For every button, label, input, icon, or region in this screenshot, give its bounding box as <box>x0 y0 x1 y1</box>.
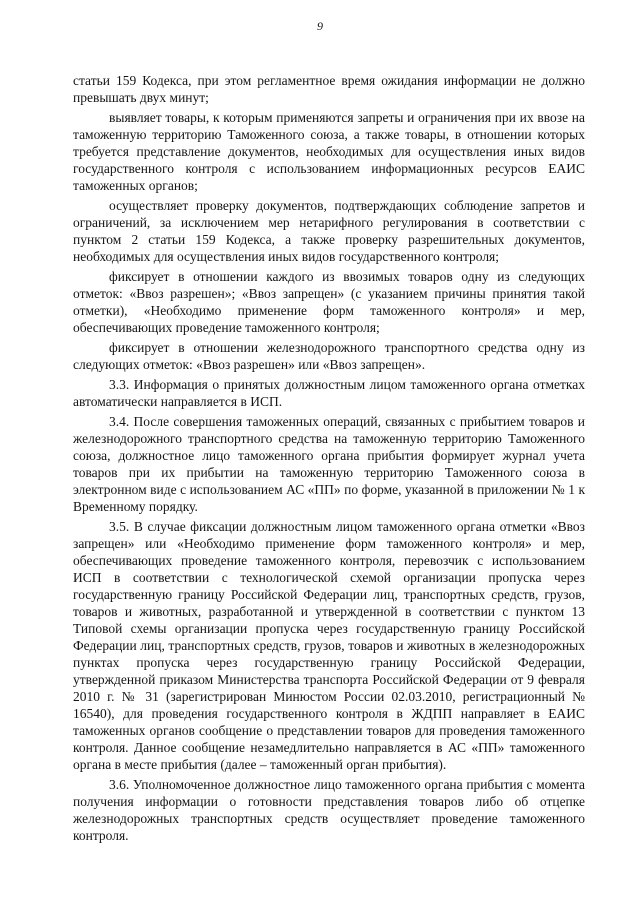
paragraph-3-4: 3.4. После совершения таможенных операций, связанных с прибытием товаров и железнодорожного транспортного средства на таможенную территорию Таможенного союза, должностное лицо таможенного органа прибытия формирует журнал учета товаров при их прибытии на таможенную территорию Таможенного союза в электронном виде с использованием АС «ПП» по форме, указанной в приложении № 1 к Временному порядку. <box>73 414 585 514</box>
paragraph-check-documents: осуществляет проверку документов, подтверждающих соблюдение запретов и ограничений, за исключением мер нетарифного регулирования в соответствии с пунктом 2 статьи 159 Кодекса, а также проверку разрешительных документов, необходимых для осуществления иных видов государственного контроля; <box>73 198 585 264</box>
document-body <box>73 72 585 847</box>
paragraph-continuation: статьи 159 Кодекса, при этом регламентное время ожидания информации не должно превышать двух минут; <box>73 73 585 105</box>
page-number: 9 <box>317 19 323 33</box>
paragraph-identify-goods: выявляет товары, к которым применяются запреты и ограничения при их ввозе на таможенную территорию Таможенного союза, а также товары, в отношении которых требуется представление документов, необходимых для осуществления иных видов государственного контроля с использованием информационных ресурсов ЕАИС таможенных органов; <box>73 110 585 193</box>
paragraph-vehicle-marks: фиксирует в отношении железнодорожного транспортного средства одну из следующих отметок: «Ввоз разрешен» или «Ввоз запрещен». <box>73 340 585 372</box>
paragraph-goods-marks: фиксирует в отношении каждого из ввозимых товаров одну из следующих отметок: «Ввоз разрешен»; «Ввоз запрещен» (с указанием причины принятия такой отметки), «Необходимо применение форм таможенного контроля» и мер, обеспечивающих проведение таможенного контроля; <box>73 269 585 335</box>
paragraph-3-6: 3.6. Уполномоченное должностное лицо таможенного органа прибытия с момента получения информации о готовности представления товаров либо об отцепке железнодорожных транспортных средств осуществляет проведение таможенного контроля. <box>73 777 585 843</box>
paragraph-3-5: 3.5. В случае фиксации должностным лицом таможенного органа отметки «Ввоз запрещен» или «Необходимо применение форм таможенного контроля» и мер, обеспечивающих проведение таможенного контроля, перевозчик с использованием ИСП в соответствии с технологической схемой организации пропуска через государственную границу Российской Федерации лиц, транспортных средств, грузов, товаров и животных, разработанной и утвержденной в соответствии с пунктом 13 Типовой схемы организации пропуска через государственную границу Российской Федерации лиц, транспортных средств, грузов, товаров и животных в железнодорожных пунктах пропуска через государственную границу Российской Федерации, утвержденной приказом Министерства транспорта Российской Федерации от 9 февраля 2010 г. № 31 (зарегистрирован Минюстом России 02.03.2010, регистрационный № 16540), для проведения государственного контроля в ЖДПП направляет в ЕАИС таможенных органов сообщение о представлении товаров для проведения таможенного контроля. Данное сообщение незамедлительно направляется в АС «ПП» таможенного органа в месте прибытия (далее – таможенный орган прибытия). <box>73 519 585 772</box>
paragraph-3-3: 3.3. Информация о принятых должностным лицом таможенного органа отметках автоматически направляется в ИСП. <box>73 377 585 409</box>
